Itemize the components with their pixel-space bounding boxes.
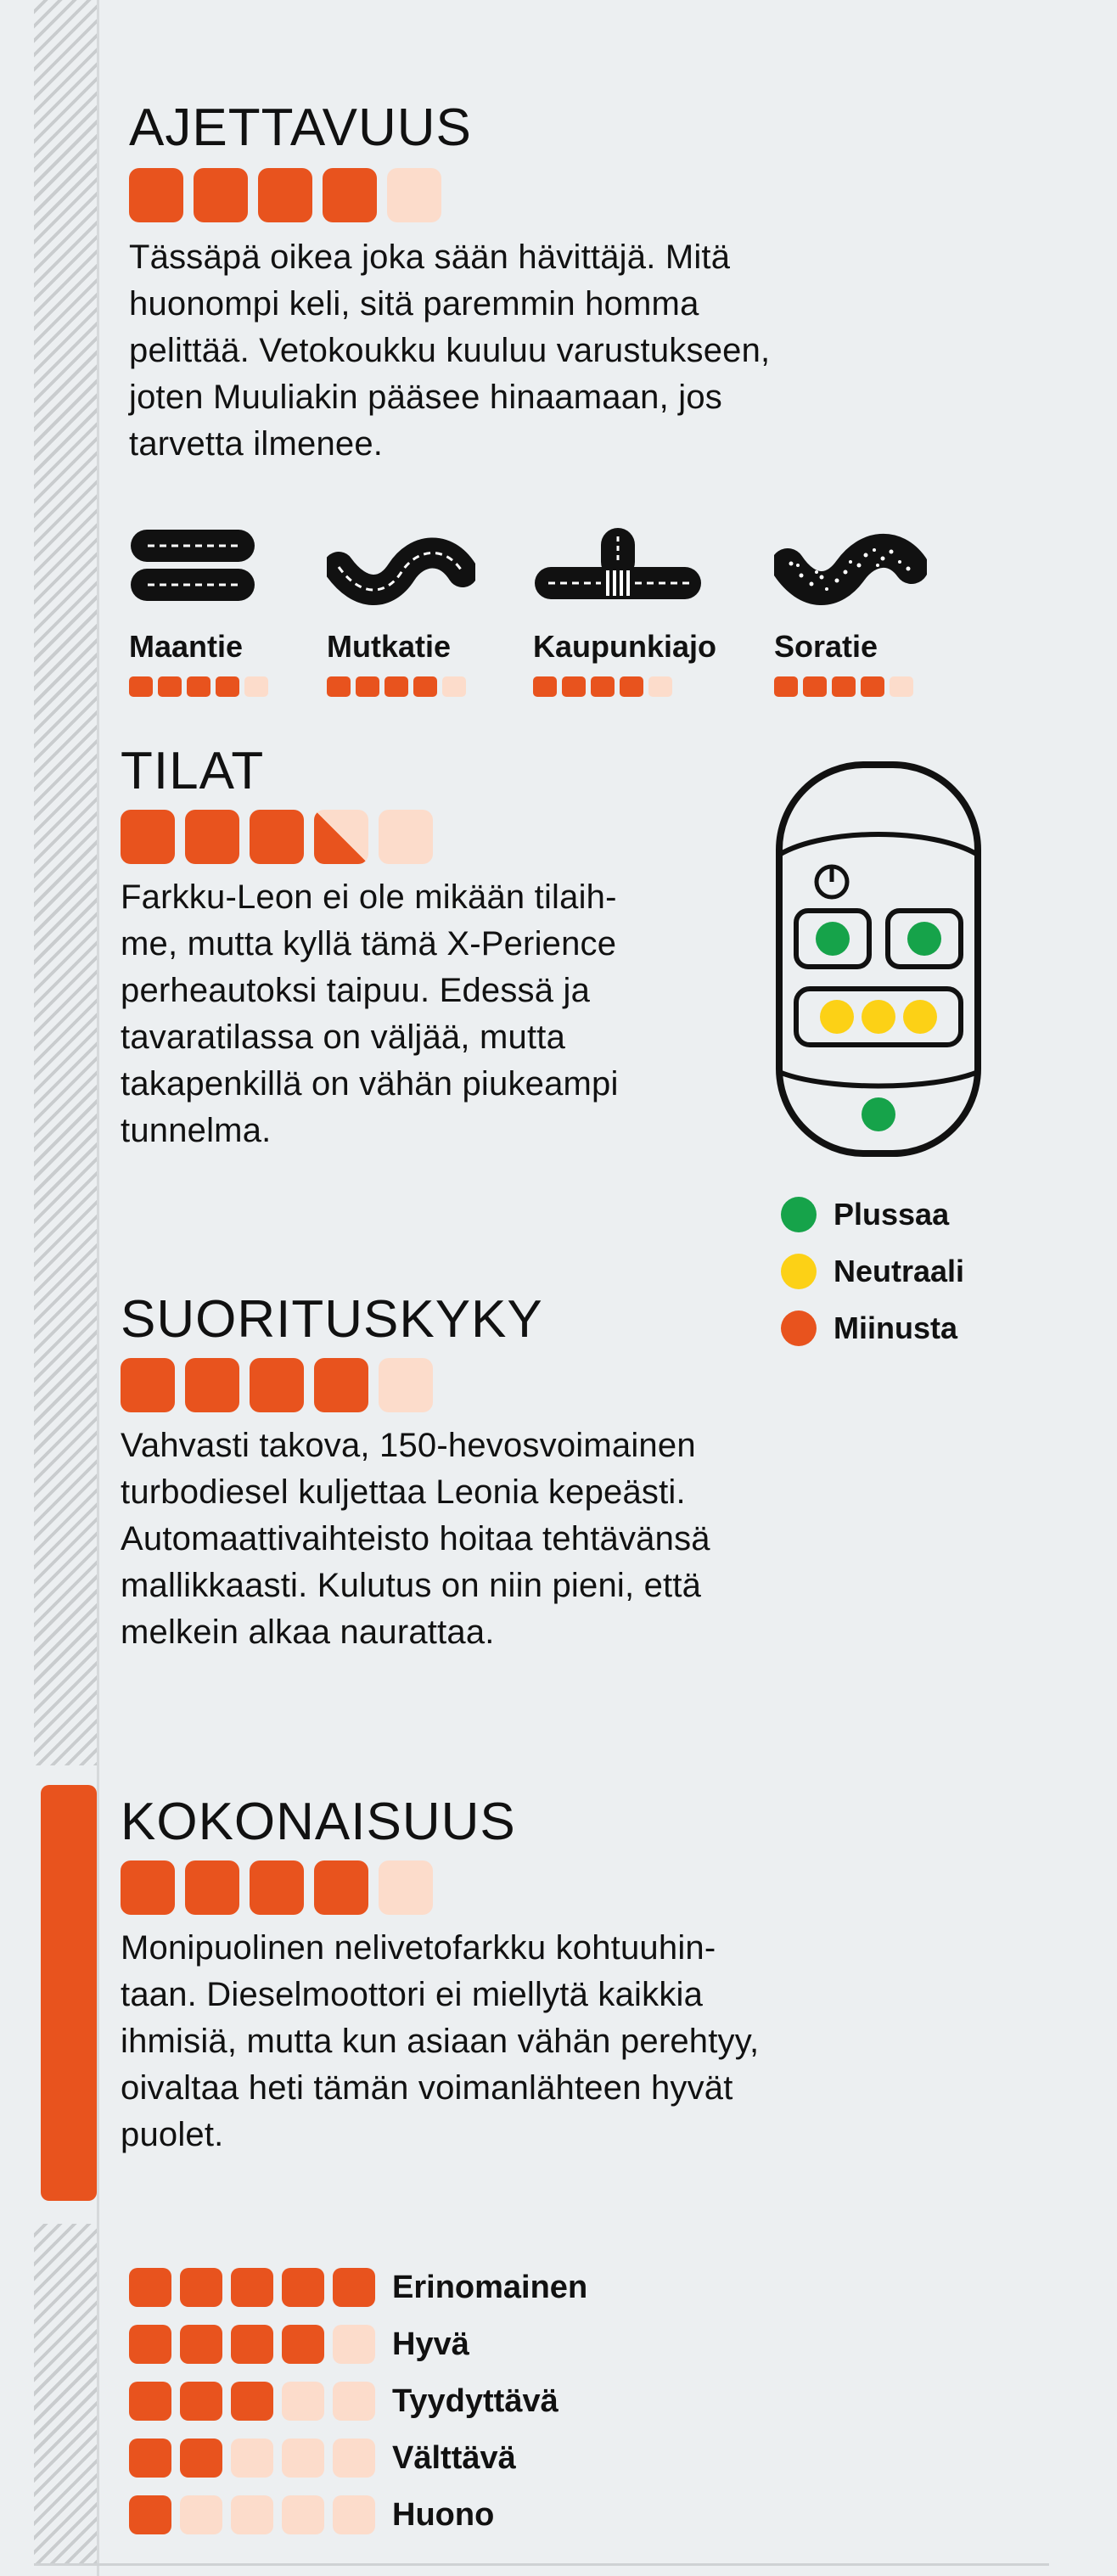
hatch-strip-top [34, 0, 97, 1765]
section-text-kokonaisuus [121, 1925, 935, 2158]
mini-rating-square [620, 676, 643, 697]
margin-line [97, 0, 99, 2576]
text-line: tunnelma. [121, 1112, 272, 1149]
scale-squares [129, 2439, 392, 2478]
scale-square [129, 2382, 171, 2421]
scale-square [180, 2268, 222, 2307]
scale-square [231, 2439, 273, 2478]
rating-square [194, 168, 248, 222]
scale-square [333, 2325, 375, 2364]
rating-square [387, 168, 441, 222]
mini-rating-square [533, 676, 557, 697]
scale-label: Tyydyttävä [392, 2382, 558, 2419]
rating-square [250, 1860, 304, 1915]
mini-rating-square [562, 676, 586, 697]
text-line: mallikkaasti. Kulutus on niin pieni, että [121, 1567, 702, 1604]
rating-square [121, 810, 175, 864]
text-line: turbodiesel kuljettaa Leonia kepeästi. [121, 1473, 686, 1511]
mini-rating-square [803, 676, 827, 697]
scale-square [231, 2325, 273, 2364]
scale-square [333, 2268, 375, 2307]
scale-label: Huono [392, 2496, 495, 2533]
legend-dot-neutraali [781, 1254, 817, 1289]
section-title-ajettavuus: AJETTAVUUS [129, 98, 472, 157]
rating-kokonaisuus [121, 1860, 433, 1915]
bottom-rule [34, 2563, 1049, 2566]
rating-square [121, 1860, 175, 1915]
scale-squares [129, 2268, 392, 2307]
mini-rating-square [832, 676, 856, 697]
section-title-tilat: TILAT [121, 742, 265, 800]
legend-dot-plussaa [781, 1197, 817, 1232]
road-rating-maantie [129, 676, 268, 697]
rating-square [250, 1358, 304, 1412]
text-line: tarvetta ilmenee. [129, 425, 384, 463]
scale-square [129, 2268, 171, 2307]
legend-label-plussaa: Plussaa [834, 1197, 950, 1232]
scale-square [231, 2495, 273, 2534]
mini-rating-square [384, 676, 408, 697]
scale-label: Hyvä [392, 2326, 469, 2362]
scale-square [333, 2495, 375, 2534]
legend-dot-miinusta [781, 1310, 817, 1346]
rating-tilat [121, 810, 433, 864]
scale-square [282, 2325, 324, 2364]
hatch-strip-bottom [34, 2224, 97, 2563]
legend-miinusta [781, 1310, 957, 1346]
scale-square [180, 2325, 222, 2364]
road-label-soratie: Soratie [774, 629, 878, 664]
scale-square [231, 2382, 273, 2421]
rating-square [185, 810, 239, 864]
text-line: Tässäpä oikea joka sään hävittäjä. Mitä [129, 239, 731, 276]
scale-square [282, 2495, 324, 2534]
mini-rating-square [774, 676, 798, 697]
road-rating-mutkatie [327, 676, 475, 697]
car-top-view-icon [774, 760, 983, 1159]
rating-square [314, 1358, 368, 1412]
text-line: puolet. [121, 2116, 224, 2153]
rating-square [379, 1860, 433, 1915]
scale-label: Välttävä [392, 2439, 516, 2476]
text-line: perheautoksi taipuu. Edessä ja [121, 972, 591, 1009]
scale-row-huono [129, 2495, 494, 2534]
text-line: taan. Dieselmoottori ei miellytä kaikkia [121, 1976, 704, 2013]
rating-square [129, 168, 183, 222]
scale-square [129, 2495, 171, 2534]
road-label-kaupunkiajo: Kaupunkiajo [533, 629, 717, 664]
highlight-bar [41, 1785, 97, 2201]
legend-plussaa [781, 1197, 949, 1232]
rating-suorituskyky [121, 1358, 433, 1412]
mini-rating-square [129, 676, 153, 697]
section-title-suorituskyky: SUORITUSKYKY [121, 1290, 543, 1349]
mini-rating-square [244, 676, 268, 697]
scale-square [333, 2439, 375, 2478]
scale-square [282, 2439, 324, 2478]
text-line: oivaltaa heti tämän voimanlähteen hyvät [121, 2069, 733, 2107]
scale-square [129, 2325, 171, 2364]
text-line: joten Muuliakin pääsee hinaamaan, jos [129, 379, 722, 416]
scale-square [333, 2382, 375, 2421]
scale-row-hyva [129, 2325, 469, 2364]
scale-squares [129, 2495, 392, 2534]
scale-square [180, 2382, 222, 2421]
road-label-mutkatie: Mutkatie [327, 629, 452, 664]
mini-rating-square [356, 676, 379, 697]
text-line: ihmisiä, mutta kun asiaan vähän perehtyy, [121, 2023, 760, 2060]
mini-rating-square [442, 676, 466, 697]
rating-square [379, 810, 433, 864]
scale-square [180, 2495, 222, 2534]
scale-square [231, 2268, 273, 2307]
text-line: me, mutta kyllä tämä X-Perience [121, 925, 617, 962]
rating-square [323, 168, 377, 222]
mini-rating-square [591, 676, 615, 697]
scale-squares [129, 2382, 392, 2421]
mini-rating-square [327, 676, 351, 697]
road-soratie [774, 525, 927, 697]
highway-icon [129, 525, 256, 606]
text-line: Monipuolinen nelivetofarkku kohtuuhin- [121, 1929, 716, 1967]
mini-rating-square [187, 676, 210, 697]
rating-square [185, 1860, 239, 1915]
text-line: huonompi keli, sitä paremmin homma [129, 285, 699, 323]
rating-square [314, 1860, 368, 1915]
mini-rating-square [861, 676, 884, 697]
rating-square [314, 810, 368, 864]
city-road-icon [533, 525, 703, 606]
mini-rating-square [890, 676, 913, 697]
legend-label-miinusta: Miinusta [834, 1310, 958, 1345]
road-mutkatie [327, 525, 475, 697]
section-text-ajettavuus [129, 234, 944, 468]
text-line: Automaattivaihteisto hoitaa tehtävänsä [121, 1520, 710, 1557]
scale-row-tyydyttava [129, 2382, 558, 2421]
road-maantie [129, 525, 268, 697]
scale-label: Erinomainen [392, 2269, 588, 2305]
rating-square [258, 168, 312, 222]
road-label-maantie: Maantie [129, 629, 244, 664]
mini-rating-square [216, 676, 239, 697]
scale-square [282, 2268, 324, 2307]
rating-square [250, 810, 304, 864]
scale-row-erinomainen [129, 2268, 587, 2307]
mini-rating-square [158, 676, 182, 697]
rating-ajettavuus [129, 168, 441, 222]
gravel-road-icon [774, 525, 927, 606]
scale-squares [129, 2325, 392, 2364]
rating-square [185, 1358, 239, 1412]
text-line: Farkku-Leon ei ole mikään tilaih- [121, 878, 617, 916]
road-rating-kaupunkiajo [533, 676, 716, 697]
section-title-kokonaisuus: KOKONAISUUS [121, 1793, 516, 1851]
rating-square [379, 1358, 433, 1412]
scale-square [180, 2439, 222, 2478]
text-line: melkein alkaa naurattaa. [121, 1614, 495, 1651]
legend-neutraali [781, 1254, 964, 1289]
legend-label-neutraali: Neutraali [834, 1254, 965, 1288]
scale-square [282, 2382, 324, 2421]
scale-square [129, 2439, 171, 2478]
text-line: pelittää. Vetokoukku kuuluu varustukseen, [129, 332, 771, 369]
section-text-tilat [121, 874, 749, 1154]
rating-square [121, 1358, 175, 1412]
text-line: takapenkillä on vähän piukeampi [121, 1065, 619, 1103]
mini-rating-square [413, 676, 437, 697]
text-line: tavaratilassa on väljää, mutta [121, 1019, 566, 1056]
road-rating-soratie [774, 676, 927, 697]
section-text-suorituskyky [121, 1423, 935, 1656]
text-line: Vahvasti takova, 150-hevosvoimainen [121, 1427, 696, 1464]
scale-row-valttava [129, 2439, 516, 2478]
road-kaupunkiajo [533, 525, 716, 697]
mini-rating-square [648, 676, 672, 697]
winding-road-icon [327, 525, 475, 606]
